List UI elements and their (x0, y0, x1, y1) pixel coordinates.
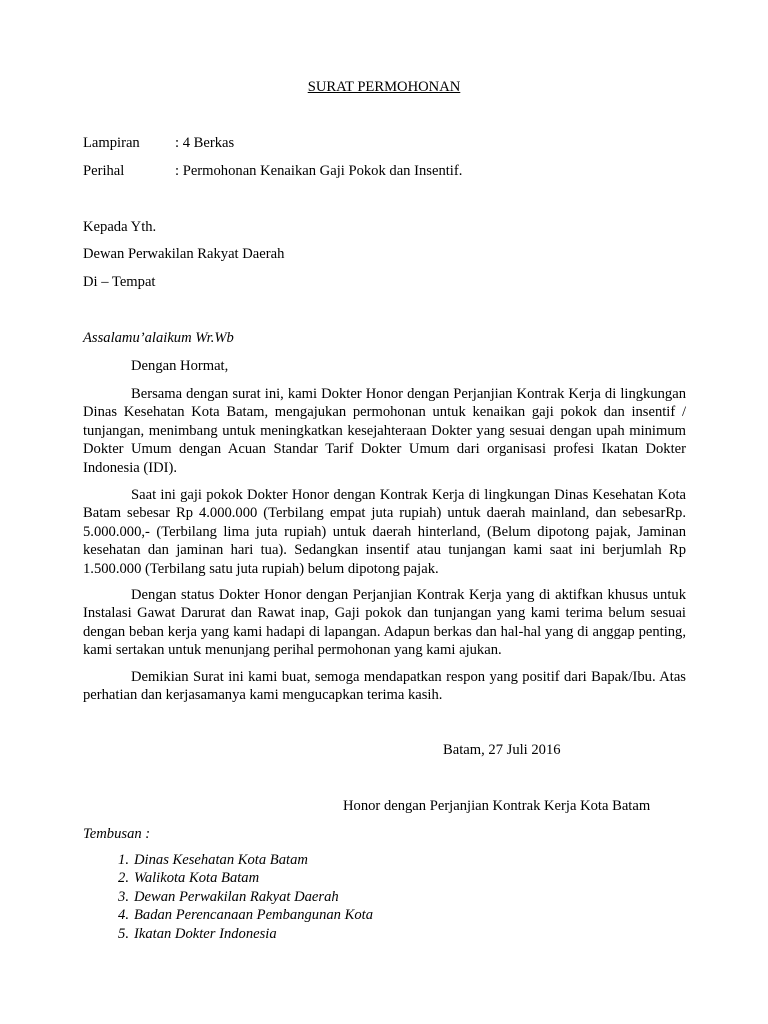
cc-label: Tembusan : (83, 826, 151, 842)
cc-list-item: 1. Dinas Kesehatan Kota Batam (118, 852, 308, 868)
cc-list-item: 5. Ikatan Dokter Indonesia (118, 925, 277, 942)
salutation: Dengan Hormat, (131, 358, 229, 374)
recipient-line-3: Di – Tempat (83, 274, 156, 290)
cc-list-item: 4. Badan Perencanaan Pembangunan Kota (118, 907, 374, 924)
greeting: Assalamu’alaikum Wr.Wb (83, 330, 234, 346)
recipient-line-1: Kepada Yth. (83, 219, 157, 235)
place-date: Batam, 27 Juli 2016 (443, 742, 561, 758)
perihal-label: Perihal (83, 163, 125, 179)
lampiran-label: Lampiran (83, 135, 140, 151)
body-paragraph-2: Saat ini gaji pokok Dokter Honor dengan Kontrak Kerja di lingkungan Dinas Kesehatan Kota Batam sebesar Rp 4.000.000 (Terbilang empat juta rupiah) untuk daerah mainland, dan sebesarRp. 5.000.000,- (Terbilang lima juta rupiah) untuk daerah hinterland, (Belum dipotong pajak, Jaminan kesehatan dan jaminan hari tua). Sedangkan insentif atau tunjangan kami saat ini berjumlah Rp 1.500.000 (Terbilang satu juta rupiah) belum dipotong pajak. (83, 487, 686, 577)
recipient-line-2: Dewan Perwakilan Rakyat Daerah (83, 246, 285, 262)
letter-title: SURAT PERMOHONAN (307, 79, 461, 95)
cc-list-item: 2. Walikota Kota Batam (118, 870, 260, 887)
perihal-value: : Permohonan Kenaikan Gaji Pokok dan Insentif. (175, 163, 463, 179)
body-paragraph-3: Dengan status Dokter Honor dengan Perjanjian Kontrak Kerja yang di aktifkan khusus untuk Instalasi Gawat Darurat dan Rawat inap, Gaji pokok dan tunjangan yang kami terima belum sesuai dengan beban kerja yang kami hadapi di lapangan. Adapun berkas dan hal-hal yang di anggap penting, kami sertakan untuk menunjang perihal permohonan yang kami ajukan. (83, 587, 686, 659)
cc-list-item: 3. Dewan Perwakilan Rakyat Daerah (118, 888, 339, 905)
lampiran-value: : 4 Berkas (175, 135, 235, 151)
body-paragraph-1: Bersama dengan surat ini, kami Dokter Honor dengan Perjanjian Kontrak Kerja di lingkungan Dinas Kesehatan Kota Batam, mengajukan permohonan untuk kenaikan gaji pokok dan insentif / tunjangan, menimbang untuk meningkatkan kesejahteraan Dokter yang sesuai dengan upah minimum Dokter Umum dengan Acuan Standar Tarif Dokter Umum dari organisasi profesi Ikatan Dokter Indonesia (IDI). (83, 386, 686, 476)
cc-list (83, 851, 373, 943)
signatory: Honor dengan Perjanjian Kontrak Kerja Kota Batam (343, 798, 651, 814)
body-paragraph-4: Demikian Surat ini kami buat, semoga mendapatkan respon yang positif dari Bapak/Ibu. Atas perhatian dan kerjasamanya kami mengucapkan terima kasih. (83, 669, 686, 704)
